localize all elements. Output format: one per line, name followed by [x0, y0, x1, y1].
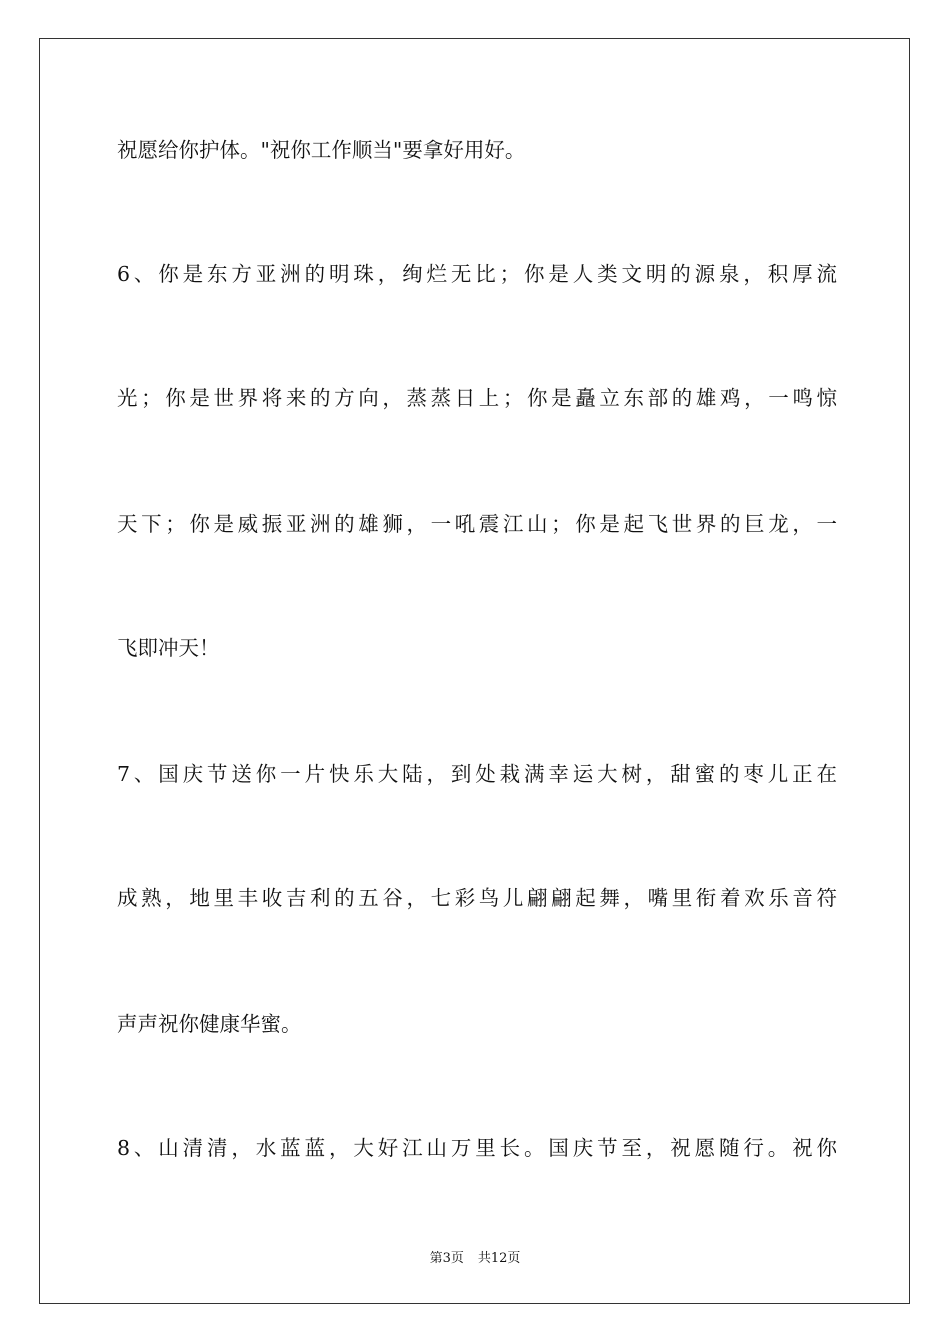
- paragraph-line: 天下；你是威振亚洲的雄狮，一吼震江山；你是起飞世界的巨龙，一: [117, 512, 837, 536]
- page-number: 第3页: [429, 1251, 464, 1266]
- paragraph-line: 7、国庆节送你一片快乐大陆，到处栽满幸运大树，甜蜜的枣儿正在: [117, 762, 837, 786]
- page-total: 共12页: [477, 1251, 521, 1266]
- page-footer: [0, 1247, 950, 1266]
- paragraph-line: 祝愿给你护体。"祝你工作顺当"要拿好用好。: [117, 138, 526, 162]
- page-frame: [39, 38, 910, 1304]
- paragraph-line: 成熟，地里丰收吉利的五谷，七彩鸟儿翩翩起舞，嘴里衔着欢乐音符: [117, 886, 837, 910]
- paragraph-line: 声声祝你健康华蜜。: [117, 1012, 302, 1036]
- paragraph-line: 飞即冲天！: [117, 636, 220, 660]
- paragraph-line: 6、你是东方亚洲的明珠，绚烂无比；你是人类文明的源泉，积厚流: [117, 262, 837, 286]
- paragraph-line: 光；你是世界将来的方向，蒸蒸日上；你是矗立东部的雄鸡，一鸣惊: [117, 386, 837, 410]
- paragraph-line: 8、山清清，水蓝蓝，大好江山万里长。国庆节至，祝愿随行。祝你: [117, 1136, 837, 1160]
